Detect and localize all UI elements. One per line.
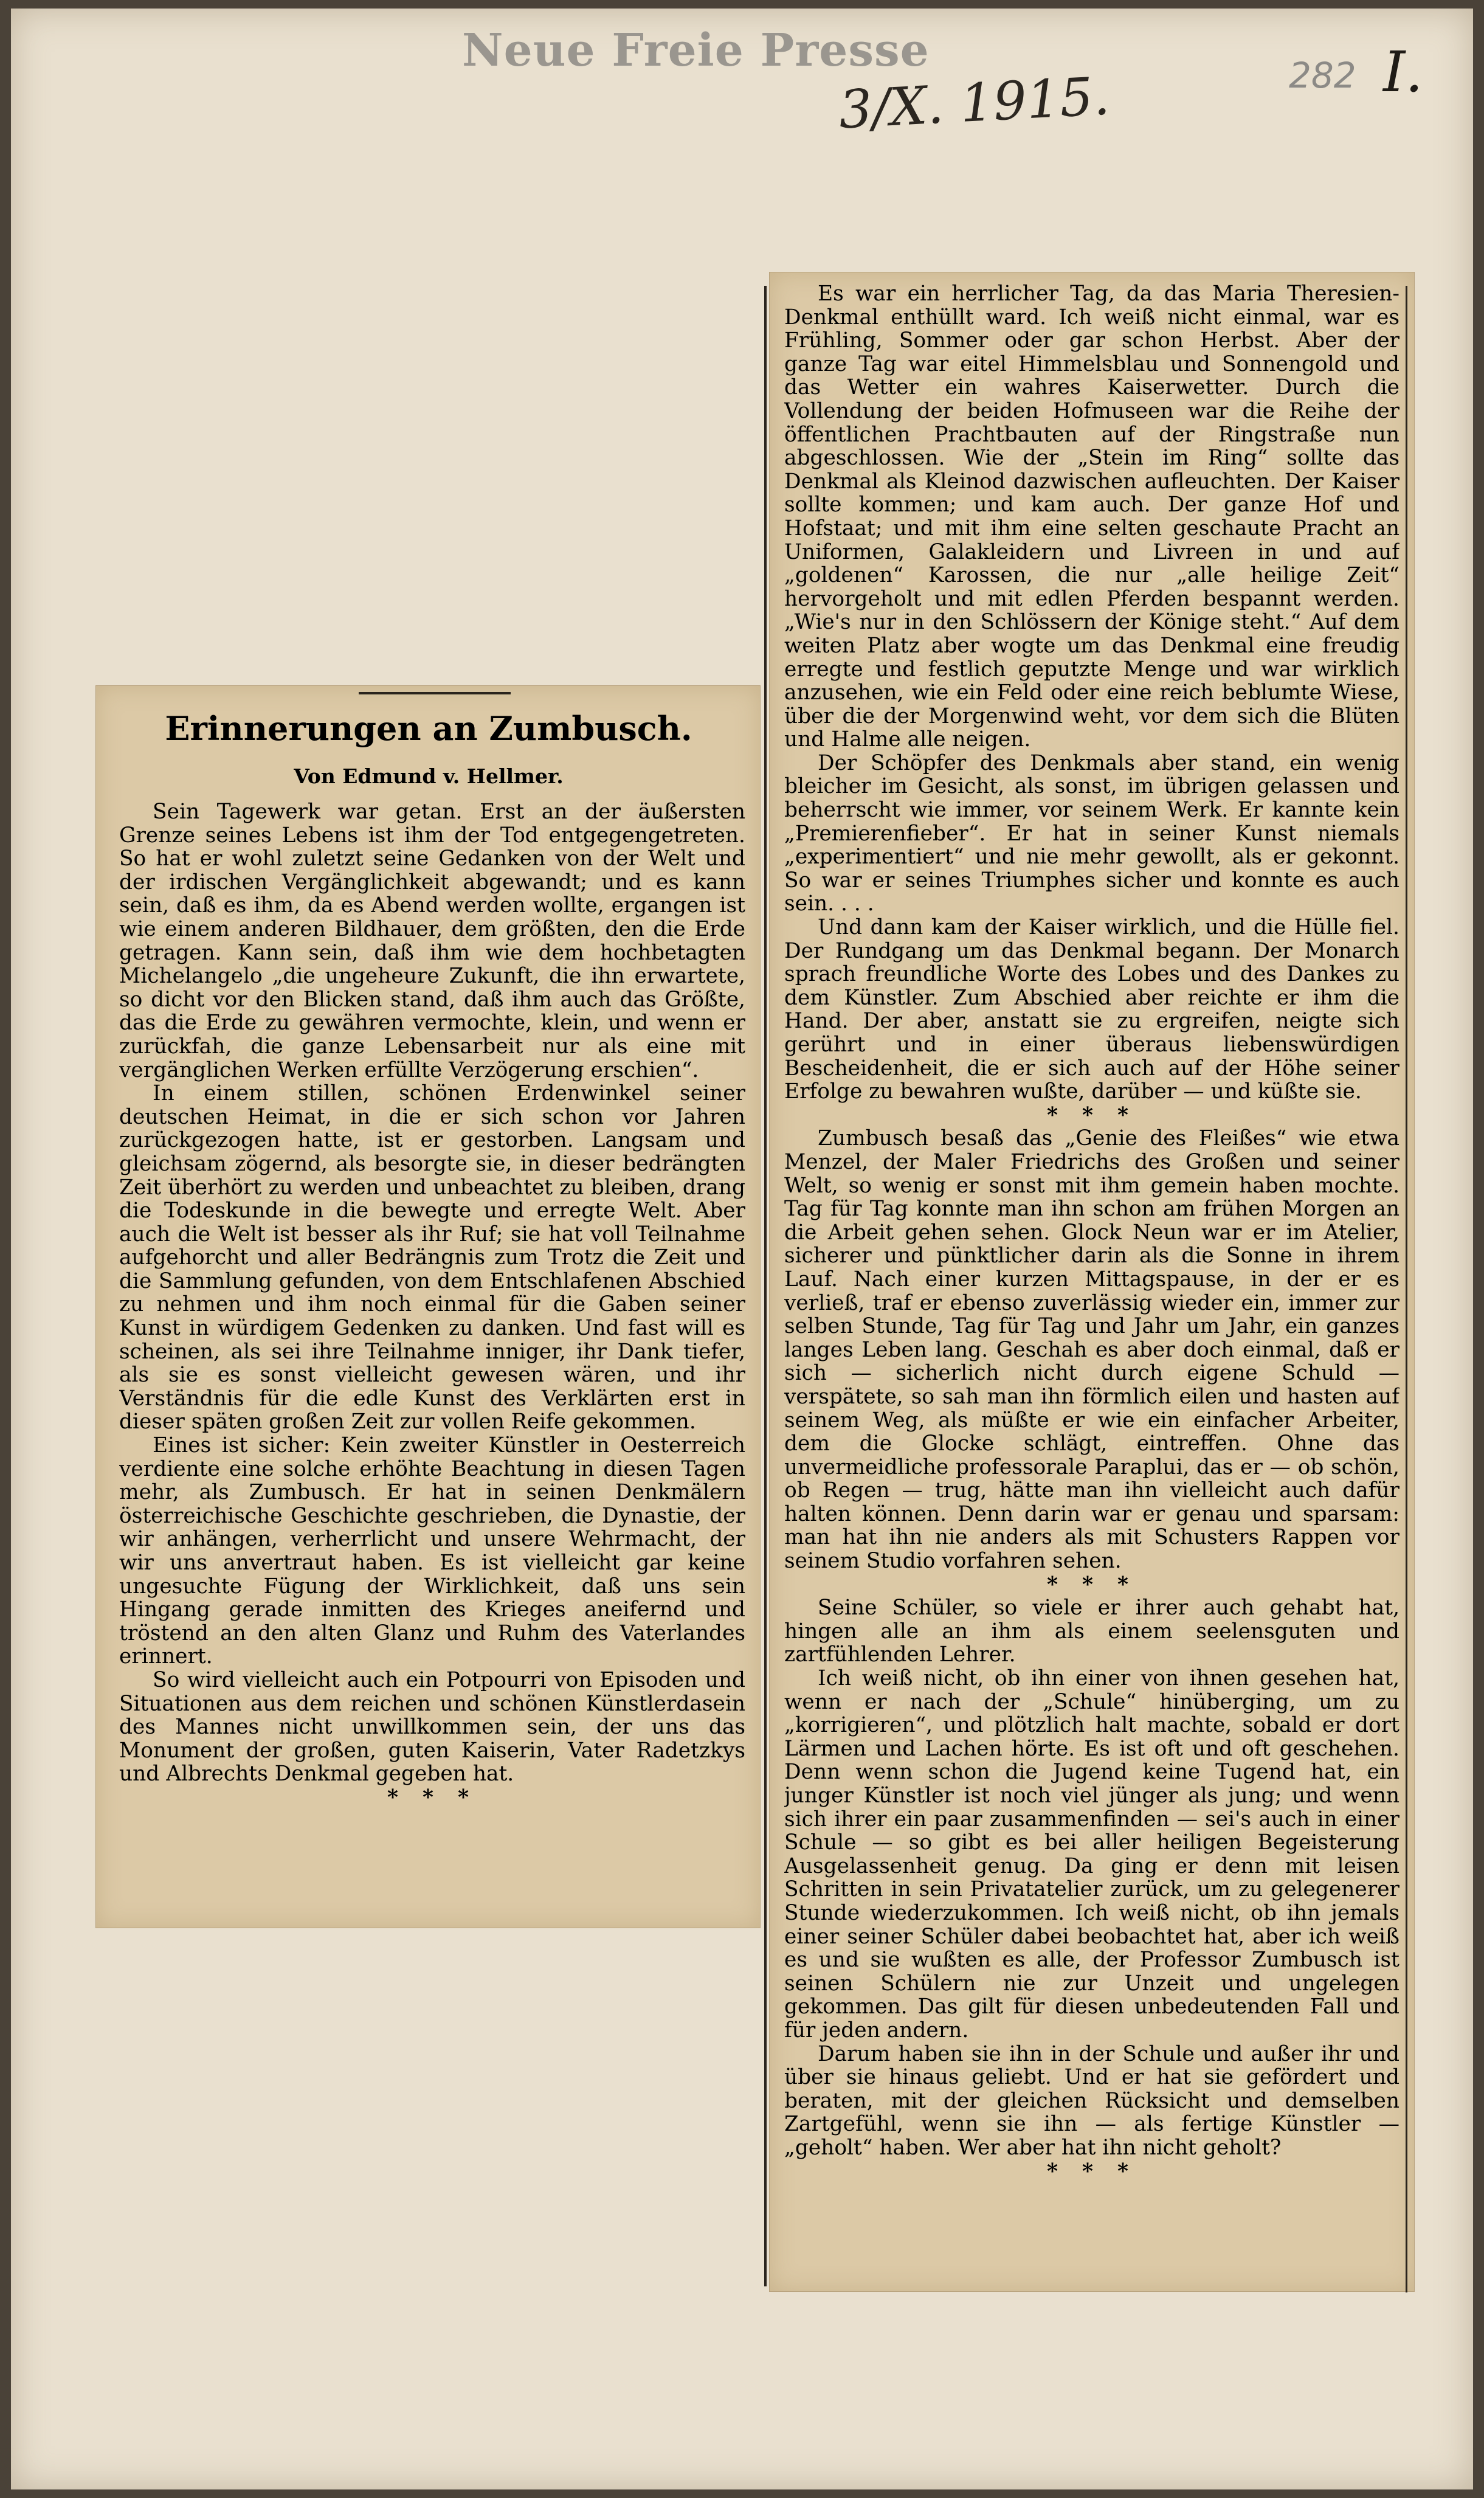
newspaper-stamp: Neue Freie Presse (462, 24, 930, 77)
handwritten-date: 3/X. 1915. (837, 66, 1111, 141)
column-divider (764, 286, 767, 2286)
right-margin-line (1406, 286, 1407, 2292)
paragraph: So wird vielleicht auch ein Potpourri von Episoden und Situationen aus dem reichen und schönen Künstlerdasein des Mannes nicht unwillkommen sein, der uns das Monument der großen, guten Kaiserin, Vater Radetzkys und Albrechts Denkmal gegeben hat. (119, 1667, 745, 1787)
archive-number: 282 (1289, 55, 1356, 96)
headline-rule (359, 692, 511, 694)
paragraph: Und dann kam der Kaiser wirklich, und die Hülle fiel. Der Rundgang um das Denkmal begann. Der Monarch sprach freundliche Worte des Lobes und des Dankes zu dem Künstler. Zum Abschied aber reichte er ihm die Hand. Der aber, anstatt sie zu ergreifen, neigte sich gerührt und in einer überaus liebenswürdigen Bescheidenheit, die er sich auch auf der Höhe seiner Erfolge zu bewahren wußte, darüber — und küßte sie. (784, 915, 1399, 1104)
article-byline: Von Edmund v. Hellmer. (294, 764, 564, 788)
right-column-text (784, 282, 1399, 2283)
section-separator: * * * (1047, 2159, 1137, 2184)
paragraph: Zumbusch besaß das „Genie des Fleißes“ wie etwa Menzel, der Maler Friedrichs des Großen und seiner Welt, so wenig er sonst mit ihm gemein haben mochte. Tag für Tag konnte man ihn schon am frühen Morgen an die Arbeit gehen sehen. Glock Neun war er im Atelier, sicherer und pünktlicher darin als die Sonne in ihrem Lauf. Nach einer kurzen Mittagspause, in der er es verließ, traf er ebenso zuverlässig wieder ein, immer zur selben Stunde, Tag für Tag und Jahr um Jahr, ein ganzes langes Leben lang. Geschah es aber doch einmal, daß er sich — sicherlich nicht durch eigene Schuld — verspätete, so sah man ihn förmlich eilen und hasten auf seinem Weg, als müßte er wie ein einfacher Arbeiter, dem die Glocke schlägt, eintreffen. Ohne das unvermeidliche professorale Parapluі, das er — ob schön, ob Regen — trug, hätte man ihn vielleicht auch dafür halten können. Denn darin war er genau und sparsam: man hat ihn nie anders als mit Schusters Rappen vor seinem Studio vorfahren sehen. (784, 1126, 1399, 1574)
article-headline: Erinnerungen an Zumbusch. (165, 709, 692, 748)
archive-roman-numeral: I. (1383, 40, 1423, 105)
section-separator: * * * (1047, 1572, 1137, 1597)
paragraph: Darum haben sie ihn in der Schule und außer ihr und über sie hinaus geliebt. Und er hat sie gefördert und beraten, mit der gleichen Rücksicht und demselben Zartgefühl, wenn sie ihn — als fertige Künstler — „geholt“ haben. Wer aber hat ihn nicht geholt? (784, 2041, 1399, 2160)
paragraph: Eines ist sicher: Kein zweiter Künstler in Oesterreich verdiente eine solche erhöhte Beachtung in diesen Tagen mehr, als Zumbusch. Er hat in seinen Denkmälern österreichische Geschichte geschrieben, die Dynastie, der wir anhängen, verherrlicht und unsere Wehrmacht, der wir uns anvertraut haben. Es ist vielleicht gar keine ungesuchte Fügung der Wirklichkeit, daß uns sein Hingang gerade inmitten des Krieges aneifernd und tröstend an den alten Glanz und Ruhm des Vaterlandes erinnert. (119, 1433, 745, 1669)
paragraph: Ich weiß nicht, ob ihn einer von ihnen gesehen hat, wenn er nach der „Schule“ hinüberging, um zu „korrigieren“, und plötzlich halt machte, sobald er dort Lärmen und Lachen hörte. Es ist oft und oft geschehen. Denn wenn schon die Jugend keine Tugend hat, ein junger Künstler ist noch viel jünger als jung; und wenn sich ihrer ein paar zusammenfinden — sei's auch in einer Schule — so gibt es bei aller heiligen Begeisterung Ausgelassenheit genug. Da ging er denn mit leisen Schritten in sein Privatatelier zurück, um zu gelegenerer Stunde wiederzukommen. Ich weiß nicht, ob ihn jemals einer seiner Schüler dabei beobachtet hat, aber ich weiß es und sie wußten es alle, der Professor Zumbusch ist seinen Schülern nie zur Unzeit und ungelegen gekommen. Das gilt für diesen unbedeutenden Fall und für jeden andern. (784, 1666, 1399, 2043)
paragraph: Sein Tagewerk war getan. Erst an der äußersten Grenze seines Lebens ist ihm der Tod entgegengetreten. So hat er wohl zuletzt seine Gedanken von der Welt und der irdischen Vergänglichkeit abgewandt; und es kann sein, daß es ihm, da es Abend werden wollte, ergangen ist wie einem anderen Bildhauer, dem größten, den die Erde getragen. Kann sein, daß ihm wie dem hochbetagten Michelangelo „die ungeheure Zukunft, die ihn erwartete, so dicht vor den Blicken stand, daß ihm auch das Größte, das die Erde zu gewähren vermochte, klein, und wenn er zurückfah, die ganze Lebensarbeit nur als eine mit vergänglichen Werken erfüllte Verzögerung erschien“. (119, 800, 745, 1082)
paragraph: Der Schöpfer des Denkmals aber stand, ein wenig bleicher im Gesicht, als sonst, im übrigen gelassen und beherrscht wie immer, vor seinem Werk. Er kannte kein „Premierenfieber“. Er hat in seiner Kunst niemals „experimentiert“ und nie mehr gewollt, als er gekonnt. So war er seines Triumphes sicher und konnte es auch sein. . . . (784, 750, 1399, 916)
paragraph: Seine Schüler, so viele er ihrer auch gehabt hat, hingen alle an ihm als einem seelensguten und zartfühlenden Lehrer. (784, 1596, 1399, 1667)
paragraph: In einem stillen, schönen Erdenwinkel seiner deutschen Heimat, in die er sich schon vor Jahren zurückgezogen hatte, ist er gestorben. Langsam und gleichsam zögernd, als besorgte sie, in dieser bedrängten Zeit überhört zu werden und unbeachtet zu bleiben, drang die Todeskunde in die bewegte und erregte Welt. Aber auch die Welt ist besser als ihr Ruf; sie hat voll Teilnahme aufgehorcht und aller Bedrängnis zum Trotz die Zeit und die Sammlung gefunden, von dem Entschlafenen Abschied zu nehmen und ihm noch einmal für die Gaben seiner Kunst in würdigem Gedenken zu danken. Und fast will es scheinen, als sei ihre Teilnahme inniger, ihr Dank tiefer, als sie es sonst vielleicht gewesen wären, und ihr Verständnis für die edle Kunst des Verklärten erst in dieser späten großen Zeit zur vollen Reife gekommen. (119, 1081, 745, 1434)
section-separator: * * * (1047, 1102, 1137, 1127)
left-column-text (119, 800, 745, 1913)
paragraph: Es war ein herrlicher Tag, da das Maria Theresien-Denkmal enthüllt ward. Ich weiß nicht einmal, war es Frühling, Sommer oder gar schon Herbst. Aber der ganze Tag war eitel Himmelsblau und Sonnengold und das Wetter ein wahres Kaiserwetter. Durch die Vollendung der beiden Hofmuseen war die Reihe der öffentlichen Prachtbauten auf der Ringstraße nun abgeschlossen. Wie der „Stein im Ring“ sollte das Denkmal als Kleinod dazwischen aufleuchten. Der Kaiser sollte kommen; und kam auch. Der ganze Hof und Hofstaat; und mit ihm eine selten geschaute Pracht an Uniformen, Galakleidern und Livreen in und auf „goldenen“ Karossen, die nur „alle heilige Zeit“ hervorgeholt und mit edlen Pferden bespannt werden. „Wie's nur in den Schlössern der Könige steht.“ Auf dem weiten Platz aber wogte um das Denkmal eine freudig erregte und festlich geputzte Menge und war wirklich anzusehen, wie ein Feld oder eine reich beblumte Wiese, über die der Morgenwind weht, vor dem sich die Blüten und Halme alle neigen. (784, 282, 1399, 752)
section-separator: * * * (387, 1785, 477, 1810)
